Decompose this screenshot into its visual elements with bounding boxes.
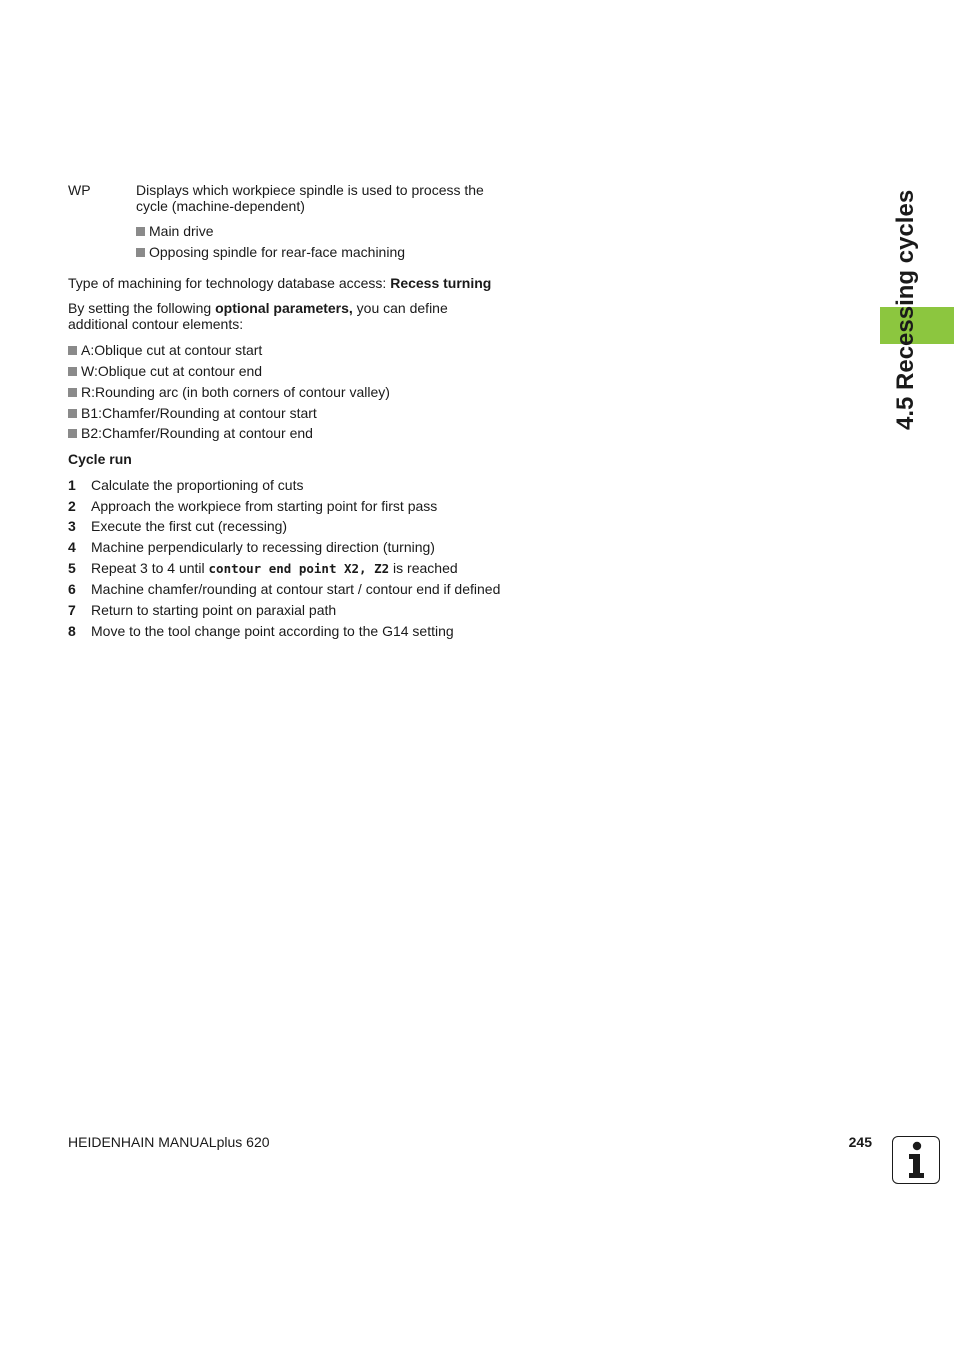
contour-element-item: B2:Chamfer/Rounding at contour end: [68, 425, 528, 441]
info-icon: [892, 1136, 940, 1184]
square-bullet-icon: [68, 388, 77, 397]
footer-manual-name: HEIDENHAIN MANUALplus 620: [68, 1134, 270, 1150]
cycle-step: 4 Machine perpendicularly to recessing direction (turning): [68, 539, 435, 555]
square-bullet-icon: [68, 367, 77, 376]
cycle-step: 3 Execute the first cut (recessing): [68, 518, 288, 534]
cycle-step: 8 Move to the tool change point according to the G14 setting: [68, 623, 454, 639]
param-description: Displays which workpiece spindle is used to process the cycle (machine-dependent): [136, 182, 484, 214]
cycle-step: 5 Repeat 3 to 4 until contour end point X2, Z2 is reached: [68, 560, 458, 576]
square-bullet-icon: [68, 409, 77, 418]
contour-element-item: B1:Chamfer/Rounding at contour start: [68, 405, 528, 421]
square-bullet-icon: [136, 227, 145, 236]
param-name: WP: [68, 182, 91, 198]
tech-db-line: Type of machining for technology database access: Recess turning: [68, 275, 492, 291]
contour-element-item: W:Oblique cut at contour end: [68, 363, 528, 379]
option-main-drive: Main drive: [136, 223, 214, 239]
contour-element-item: R:Rounding arc (in both corners of contour valley): [68, 384, 528, 400]
cycle-step: 6 Machine chamfer/rounding at contour start / contour end if defined: [68, 581, 501, 597]
contour-element-item: A:Oblique cut at contour start: [68, 342, 528, 358]
square-bullet-icon: [68, 346, 77, 355]
option-opposing-spindle: Opposing spindle for rear-face machining: [136, 244, 405, 260]
cycle-step: 7 Return to starting point on paraxial path: [68, 602, 337, 618]
cycle-step: 1 Calculate the proportioning of cuts: [68, 477, 304, 493]
square-bullet-icon: [136, 248, 145, 257]
cycle-run-heading: Cycle run: [68, 451, 132, 467]
cycle-step: 2 Approach the workpiece from starting point for first pass: [68, 498, 438, 514]
code-text: contour end point X2, Z2: [208, 561, 390, 576]
optional-params-paragraph: By setting the following optional parameters, you can define additional contour elements:: [68, 300, 448, 332]
chapter-title: 4.5 Recessing cycles: [892, 189, 919, 430]
info-glyph-icon: [893, 1137, 938, 1182]
square-bullet-icon: [68, 429, 77, 438]
page-number: 245: [848, 1134, 872, 1150]
